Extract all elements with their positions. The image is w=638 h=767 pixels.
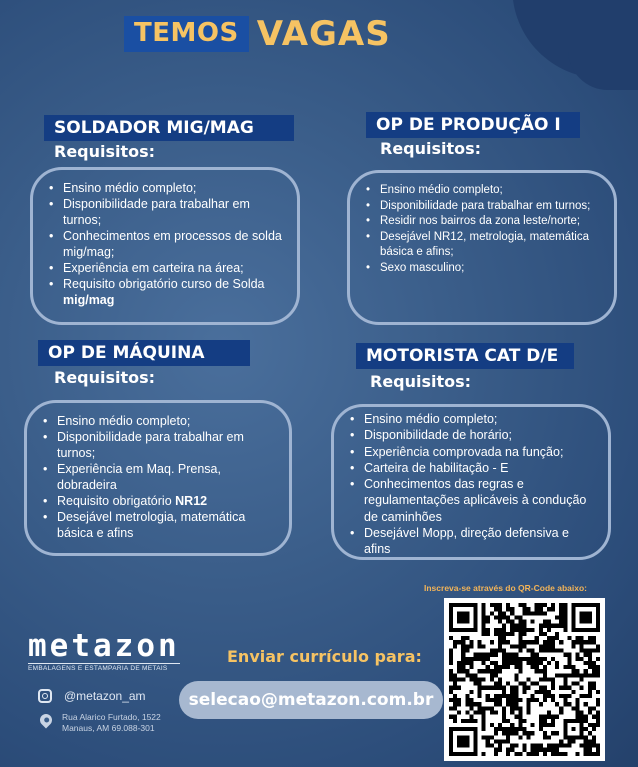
list-item: • Experiência em carteira na área;	[47, 260, 285, 276]
job-title-motorista: MOTORISTA CAT D/E	[356, 343, 574, 369]
list-item-bold: NR12	[175, 494, 208, 508]
list-item: • Disponibilidade para trabalhar em turnos;	[47, 196, 285, 228]
list-item-bold: mig/mag	[63, 293, 115, 307]
email-link[interactable]	[179, 681, 443, 719]
location-pin-icon	[38, 712, 55, 729]
list-item: • Conhecimentos em processos de solda mig/mag;	[47, 228, 285, 260]
list-item: • Sexo masculino;	[364, 261, 602, 277]
requirements-box-soldador	[30, 167, 300, 325]
qr-code-icon[interactable]	[444, 598, 605, 761]
email-text: selecao@metazon.com.br	[188, 690, 434, 710]
job-title-op-producao: OP DE PRODUÇÃO I	[366, 112, 580, 138]
company-logo	[28, 628, 180, 672]
instagram-handle: @metazon_am	[64, 689, 146, 703]
requirements-box-op-producao	[347, 170, 617, 325]
list-item-text: Requisito obrigatório	[57, 494, 172, 508]
list-item: • Residir nos bairros da zona leste/norte;	[364, 214, 602, 230]
requirements-label-soldador: Requisitos:	[54, 142, 156, 161]
page-headline	[124, 14, 391, 54]
send-cv-label: Enviar currículo para:	[227, 647, 422, 666]
list-item: • Conhecimentos das regras e regulamentações aplicáveis à condução de caminhões	[348, 476, 596, 525]
list-item: • Ensino médio completo;	[348, 411, 596, 427]
list-item: • Ensino médio completo;	[41, 413, 277, 429]
headline-word-vagas: VAGAS	[256, 14, 391, 54]
list-item: • Carteira de habilitação - E	[348, 460, 596, 476]
list-item: • Desejável NR12, metrologia, matemática básica e afins;	[364, 230, 602, 261]
social-handle[interactable]	[38, 689, 146, 703]
list-item: • Experiência comprovada na função;	[348, 444, 596, 460]
requirements-box-motorista	[331, 404, 611, 560]
requirements-label-motorista: Requisitos:	[370, 372, 472, 391]
corner-decoration-2	[568, 50, 638, 90]
list-item-text: Requisito obrigatório curso de Solda	[63, 277, 265, 291]
address-line-1: Rua Alarico Furtado, 1522	[62, 712, 161, 722]
list-item: • Disponibilidade de horário;	[348, 427, 596, 443]
requirements-label-op-maquina: Requisitos:	[54, 368, 156, 387]
list-item: • Ensino médio completo;	[47, 180, 285, 196]
address-line-2: Manaus, AM 69.088-301	[62, 723, 155, 733]
list-item	[47, 276, 285, 308]
instagram-icon	[38, 689, 52, 703]
list-item: • Disponibilidade para trabalhar em turnos;	[41, 429, 277, 461]
job-title-soldador: SOLDADOR MIG/MAG	[44, 115, 294, 141]
job-title-op-maquina: OP DE MÁQUINA	[38, 340, 250, 366]
list-item: • Disponibilidade para trabalhar em turnos;	[364, 199, 602, 215]
list-item: • Ensino médio completo;	[364, 183, 602, 199]
list-item: • Desejável metrologia, matemática básica e afins	[41, 509, 277, 541]
company-name: metazon	[28, 628, 180, 664]
requirements-box-op-maquina	[24, 400, 292, 556]
list-item: • Experiência em Maq. Prensa, dobradeira	[41, 461, 277, 493]
list-item: • Desejável Mopp, direção defensiva e afins	[348, 525, 596, 558]
requirements-label-op-producao: Requisitos:	[380, 139, 482, 158]
address	[38, 712, 161, 734]
list-item	[41, 493, 277, 509]
company-tagline: EMBALAGENS E ESTAMPARIA DE METAIS	[28, 663, 180, 672]
qr-instruction: Inscreva-se através do QR-Code abaixo:	[424, 583, 587, 593]
headline-word-temos: TEMOS	[124, 16, 249, 52]
